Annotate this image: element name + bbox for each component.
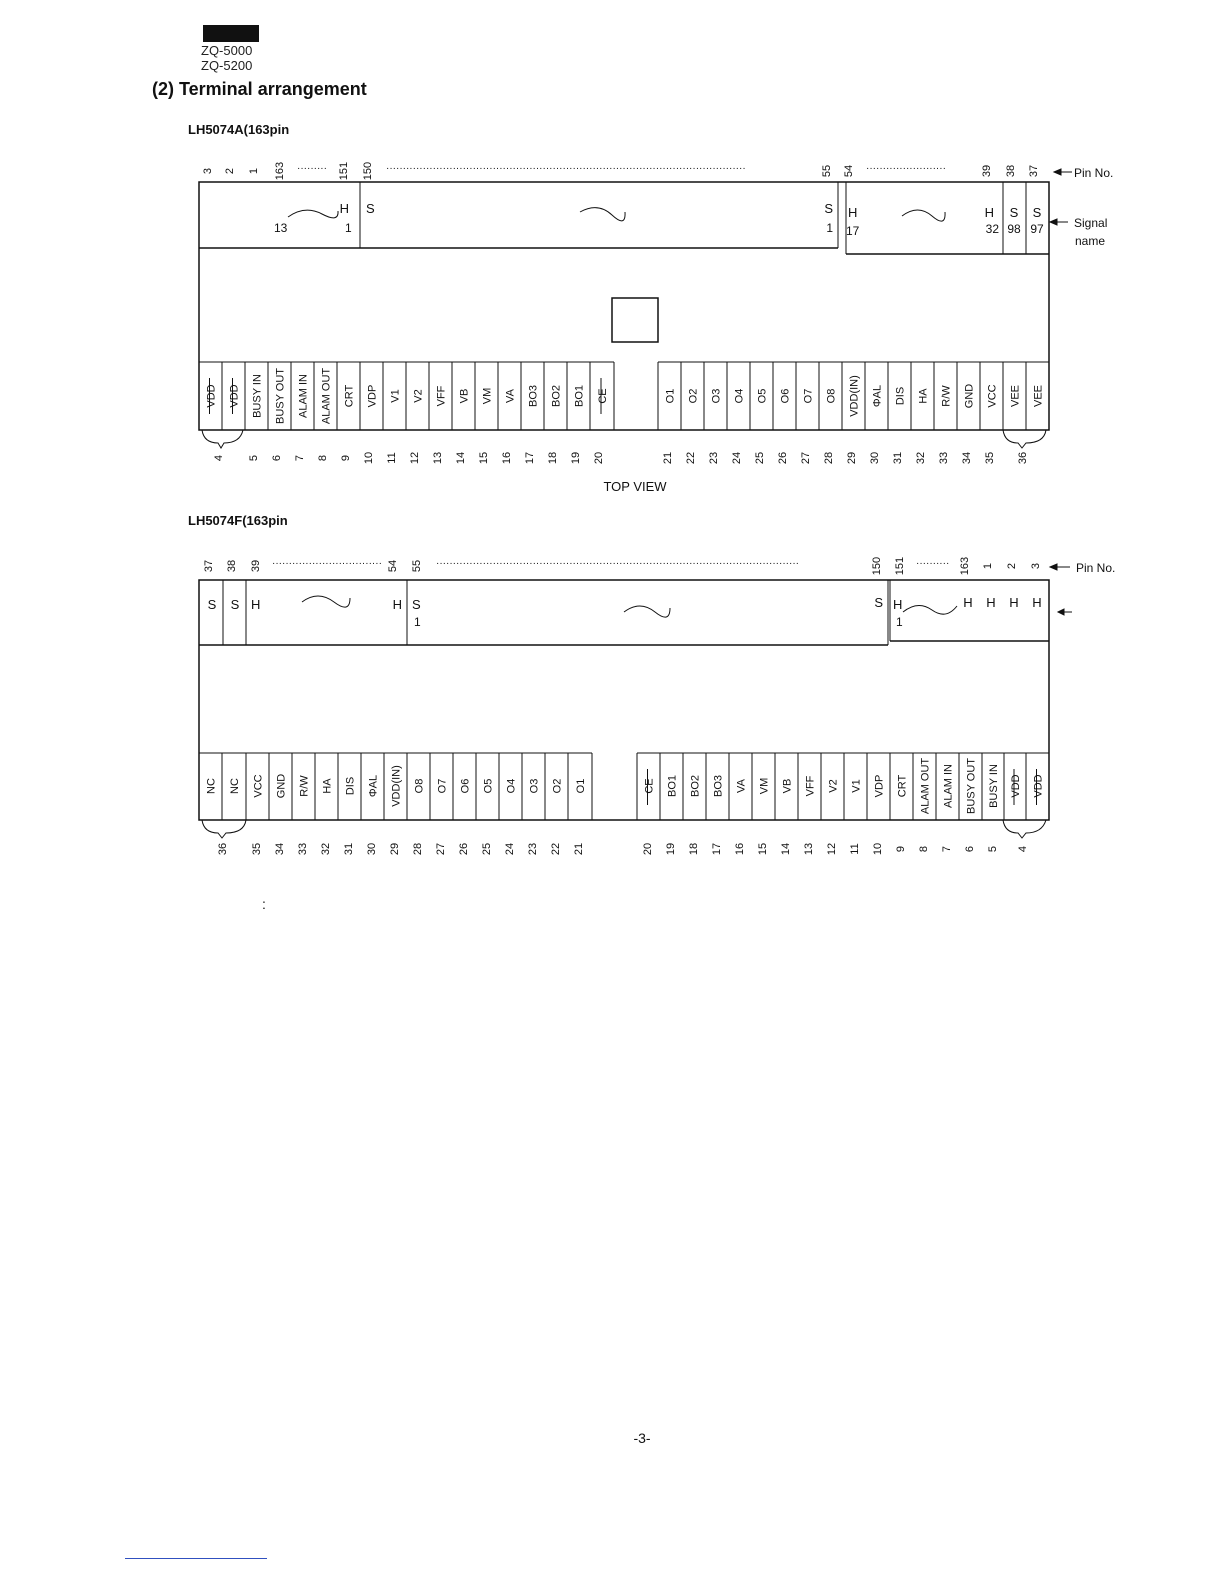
top-pin-number: 38	[1005, 164, 1017, 178]
top-pin-number: 37	[203, 559, 215, 573]
bottom-pin-number: 30	[366, 842, 378, 856]
pin-no-label: Pin No.	[1074, 166, 1114, 180]
terminal-diagram-lh5074a	[0, 140, 1224, 480]
bottom-pin-number: 4	[1017, 845, 1029, 853]
signal-cell-label: HA	[917, 388, 930, 404]
signal-cell-label: GND	[963, 383, 976, 409]
top-pin-number: 55	[821, 164, 833, 178]
bottom-pin-number: 33	[297, 842, 309, 856]
signal-cell-label: BUSY IN	[251, 374, 264, 418]
segment-label: 32	[985, 222, 999, 236]
signal-cell-label: BO1	[573, 384, 586, 408]
top-pin-number: 1	[248, 167, 260, 175]
bottom-pin-number: 23	[708, 451, 720, 465]
signal-cell-label: NC	[229, 778, 241, 794]
bottom-pin-number: 8	[918, 845, 930, 853]
top-pin-number: 54	[843, 164, 855, 178]
bottom-pin-number: 14	[455, 451, 467, 465]
signal-cell-label: O3	[528, 778, 541, 794]
top-pin-number: 55	[411, 559, 423, 573]
segment-label: S	[207, 597, 217, 612]
signal-cell-label: O2	[687, 388, 700, 404]
signal-cell-label: VB	[458, 388, 471, 404]
signal-cell-label: V2	[412, 389, 425, 403]
top-pin-number: 163	[274, 161, 286, 181]
segment-label: 17	[846, 224, 860, 238]
top-pin-number: 39	[981, 164, 993, 178]
bottom-pin-number: 28	[823, 451, 835, 465]
signal-cell-label: V1	[389, 389, 402, 403]
segment-label: H	[984, 205, 994, 220]
bottom-pin-number: 16	[501, 451, 513, 465]
signal-cell-label: O3	[710, 388, 723, 404]
bottom-pin-number: 20	[642, 842, 654, 856]
bottom-pin-number: 9	[895, 845, 907, 853]
pin-range-dots: ············································································································	[386, 163, 746, 174]
signal-name-label: name	[1075, 234, 1106, 248]
terminal-diagram-lh5074f	[0, 540, 1224, 870]
section-title: (2) Terminal arrangement	[152, 79, 367, 99]
segment-label: 1	[896, 615, 903, 629]
signal-cell-label: VDP	[366, 384, 379, 408]
signal-cell-label: VCC	[986, 384, 999, 408]
top-pin-number: 38	[226, 559, 238, 573]
bottom-pin-number: 36	[1017, 451, 1029, 465]
signal-cell-label: VDD	[228, 384, 241, 408]
pin-range-dots: ·········	[297, 163, 327, 174]
bottom-pin-number: 12	[826, 842, 838, 856]
bottom-pin-number: 35	[251, 842, 263, 856]
bottom-pin-number: 24	[731, 451, 743, 465]
segment-label: H	[339, 201, 349, 216]
top-pin-number: 54	[387, 559, 399, 573]
bottom-pin-number: 30	[869, 451, 881, 465]
pin-range-dots: ··········	[916, 558, 950, 569]
bottom-pin-number: 29	[389, 842, 401, 856]
bottom-pin-number: 17	[711, 842, 723, 856]
signal-cell-label: O1	[664, 388, 677, 404]
signal-cell-label: DIS	[344, 776, 357, 796]
pin-no-label: Pin No.	[1076, 561, 1116, 575]
model-number-1: ZQ-5000	[201, 43, 253, 58]
bottom-pin-number: 14	[780, 842, 792, 856]
bottom-pin-number: 31	[343, 842, 355, 856]
bottom-pin-number: 27	[800, 451, 812, 465]
bottom-pin-number: 7	[294, 454, 306, 462]
bottom-pin-number: 21	[662, 451, 674, 465]
segment-label: 98	[1007, 222, 1021, 236]
signal-cell-label: NC	[205, 778, 218, 794]
top-pin-number: 1	[982, 562, 994, 570]
top-pin-number: 150	[362, 161, 374, 181]
signal-cell-label: CRT	[343, 384, 356, 408]
bottom-pin-number: 10	[872, 842, 884, 856]
bottom-pin-number: 26	[777, 451, 789, 465]
bottom-pin-number: 34	[961, 451, 973, 465]
model-number-2: ZQ-5200	[201, 58, 253, 73]
signal-cell-label: O4	[733, 388, 746, 404]
signal-cell-label: BUSY IN	[988, 764, 1000, 808]
bottom-pin-number: 25	[754, 451, 766, 465]
bottom-pin-number: 19	[665, 842, 677, 856]
segment-label: 1	[414, 615, 421, 629]
bottom-pin-number: 24	[504, 842, 516, 856]
bottom-pin-number: 11	[386, 452, 398, 464]
signal-cell-label: O7	[436, 778, 449, 794]
top-pin-number: 163	[959, 556, 971, 576]
signal-cell-label: ΦAL	[367, 774, 380, 798]
signal-cell-label: VM	[758, 777, 771, 795]
signal-cell-label: ALAM OUT	[320, 367, 333, 425]
top-pin-number: 37	[1028, 164, 1040, 178]
bottom-pin-number: 29	[846, 451, 858, 465]
signal-cell-label: O8	[413, 778, 426, 794]
segment-label: H	[1009, 595, 1019, 610]
bottom-pin-number: 19	[570, 451, 582, 465]
bottom-pin-number: 33	[938, 451, 950, 465]
top-pin-number: 151	[338, 161, 350, 181]
signal-cell-label: VEE	[1032, 384, 1045, 408]
bottom-pin-number: 12	[409, 451, 421, 465]
signal-cell-label: VCC	[252, 774, 265, 798]
segment-label: S	[1032, 205, 1042, 220]
segment-label: S	[412, 597, 421, 612]
top-pin-number: 39	[250, 559, 262, 573]
bottom-pin-number: 6	[964, 845, 976, 853]
signal-cell-label: CE	[597, 388, 609, 404]
bottom-pin-number: 11	[849, 843, 861, 855]
signal-cell-label: O8	[825, 388, 838, 404]
signal-cell-label: GND	[275, 773, 288, 799]
top-pin-number: 150	[871, 556, 883, 576]
bottom-pin-number: 15	[757, 842, 769, 856]
signal-cell-label: VFF	[804, 775, 817, 797]
pin-range-dots: ·············································································································	[436, 558, 799, 569]
signal-cell-label: ALAM IN	[942, 763, 955, 809]
stray-colon: :	[262, 896, 266, 912]
signal-cell-label: VDD	[1032, 774, 1045, 798]
pin-range-dots: ·································	[272, 558, 382, 569]
bottom-pin-number: 8	[317, 454, 329, 462]
bottom-pin-number: 20	[593, 451, 605, 465]
bottom-pin-number: 15	[478, 451, 490, 465]
signal-cell-label: VFF	[435, 385, 448, 407]
signal-cell-label: CE	[643, 778, 656, 794]
signal-cell-label: VA	[735, 779, 748, 793]
signal-cell-label: VDD	[1010, 774, 1022, 798]
segment-label: H	[251, 597, 261, 612]
signal-cell-label: BUSY OUT	[965, 757, 978, 815]
segment-label: S	[366, 201, 375, 216]
bottom-pin-number: 13	[432, 451, 444, 465]
bottom-pin-number: 32	[915, 451, 927, 465]
top-pin-number: 2	[224, 167, 236, 175]
footer-rule	[125, 1558, 267, 1559]
signal-cell-label: VEE	[1009, 384, 1022, 408]
bottom-pin-number: 21	[573, 842, 585, 856]
bottom-pin-number: 27	[435, 842, 447, 856]
segment-label: S	[874, 595, 883, 610]
bottom-pin-number: 34	[274, 842, 286, 856]
bottom-pin-number: 13	[803, 842, 815, 856]
signal-cell-label: BUSY OUT	[274, 367, 287, 425]
segment-label: 13	[274, 221, 288, 235]
bottom-pin-number: 7	[941, 845, 953, 853]
signal-cell-label: O5	[482, 778, 495, 794]
bottom-pin-number: 25	[481, 842, 493, 856]
signal-cell-label: V2	[827, 779, 840, 793]
segment-label: H	[893, 597, 903, 612]
segment-label: 1	[826, 221, 833, 235]
signal-cell-label: O6	[459, 778, 472, 794]
bottom-pin-number: 16	[734, 842, 746, 856]
segment-label: H	[963, 595, 973, 610]
diagram-f-title: LH5074F(163pin	[188, 513, 288, 528]
bottom-pin-number: 23	[527, 842, 539, 856]
bottom-pin-number: 22	[685, 451, 697, 465]
signal-cell-label: VDD(IN)	[848, 375, 861, 417]
signal-cell-label: VA	[504, 389, 517, 403]
segment-label: S	[230, 597, 240, 612]
signal-cell-label: ALAM IN	[297, 373, 310, 419]
bottom-pin-number: 28	[412, 842, 424, 856]
signal-cell-label: R/W	[298, 775, 311, 797]
bottom-pin-number: 18	[547, 451, 559, 465]
signal-cell-label: CRT	[896, 774, 909, 798]
signal-cell-label: O4	[505, 778, 518, 794]
diagram-a-title: LH5074A(163pin	[188, 122, 290, 137]
top-view-label: TOP VIEW	[603, 479, 667, 494]
signal-cell-label: DIS	[894, 386, 907, 406]
bottom-pin-number: 22	[550, 842, 562, 856]
signal-cell-label: V1	[850, 779, 863, 793]
bottom-pin-number: 10	[363, 451, 375, 465]
bottom-pin-number: 4	[213, 454, 225, 462]
bottom-pin-number: 6	[271, 454, 283, 462]
signal-cell-label: O1	[575, 778, 587, 794]
pin-range-dots: ························	[866, 163, 946, 174]
segment-label: S	[824, 201, 833, 216]
bottom-pin-number: 18	[688, 842, 700, 856]
signal-cell-label: VB	[781, 778, 794, 794]
segment-label: 1	[345, 221, 352, 235]
signal-cell-label: BO3	[527, 384, 540, 408]
page-number: -3-	[633, 1430, 651, 1446]
bottom-pin-number: 36	[217, 842, 229, 856]
top-pin-number: 151	[894, 556, 906, 576]
bottom-pin-number: 5	[248, 454, 260, 462]
signal-cell-label: ALAM OUT	[919, 757, 932, 815]
signal-cell-label: O6	[779, 388, 792, 404]
signal-cell-label: O5	[756, 388, 769, 404]
segment-label: H	[848, 205, 858, 220]
signal-cell-label: O2	[551, 778, 564, 794]
signal-cell-label: R/W	[940, 385, 953, 407]
bottom-pin-number: 26	[458, 842, 470, 856]
bottom-pin-number: 32	[320, 842, 332, 856]
signal-cell-label: BO3	[712, 774, 725, 798]
signal-cell-label: VDD(IN)	[390, 765, 403, 807]
segment-label: H	[986, 595, 996, 610]
signal-cell-label: BO1	[666, 774, 679, 798]
bottom-pin-number: 5	[987, 845, 999, 853]
signal-cell-label: BO2	[550, 384, 563, 408]
signal-cell-label: VDP	[873, 774, 886, 798]
signal-cell-label: ΦAL	[871, 384, 884, 408]
bottom-pin-number: 35	[984, 451, 996, 465]
signal-cell-label: VDD	[205, 384, 218, 408]
segment-label: S	[1009, 205, 1019, 220]
bottom-pin-number: 17	[524, 451, 536, 465]
signal-cell-label: O7	[802, 388, 815, 404]
bottom-pin-number: 31	[892, 451, 904, 465]
segment-label: H	[1032, 595, 1042, 610]
brand-logo-block	[203, 25, 259, 42]
signal-cell-label: HA	[321, 778, 334, 794]
segment-label: 97	[1030, 222, 1044, 236]
segment-label: H	[392, 597, 402, 612]
top-pin-number: 3	[1030, 562, 1042, 570]
top-pin-number: 3	[202, 167, 214, 175]
signal-cell-label: VM	[481, 387, 494, 405]
signal-name-label: Signal	[1074, 216, 1108, 230]
bottom-pin-number: 9	[340, 454, 352, 462]
signal-cell-label: BO2	[689, 774, 702, 798]
top-pin-number: 2	[1006, 562, 1018, 570]
